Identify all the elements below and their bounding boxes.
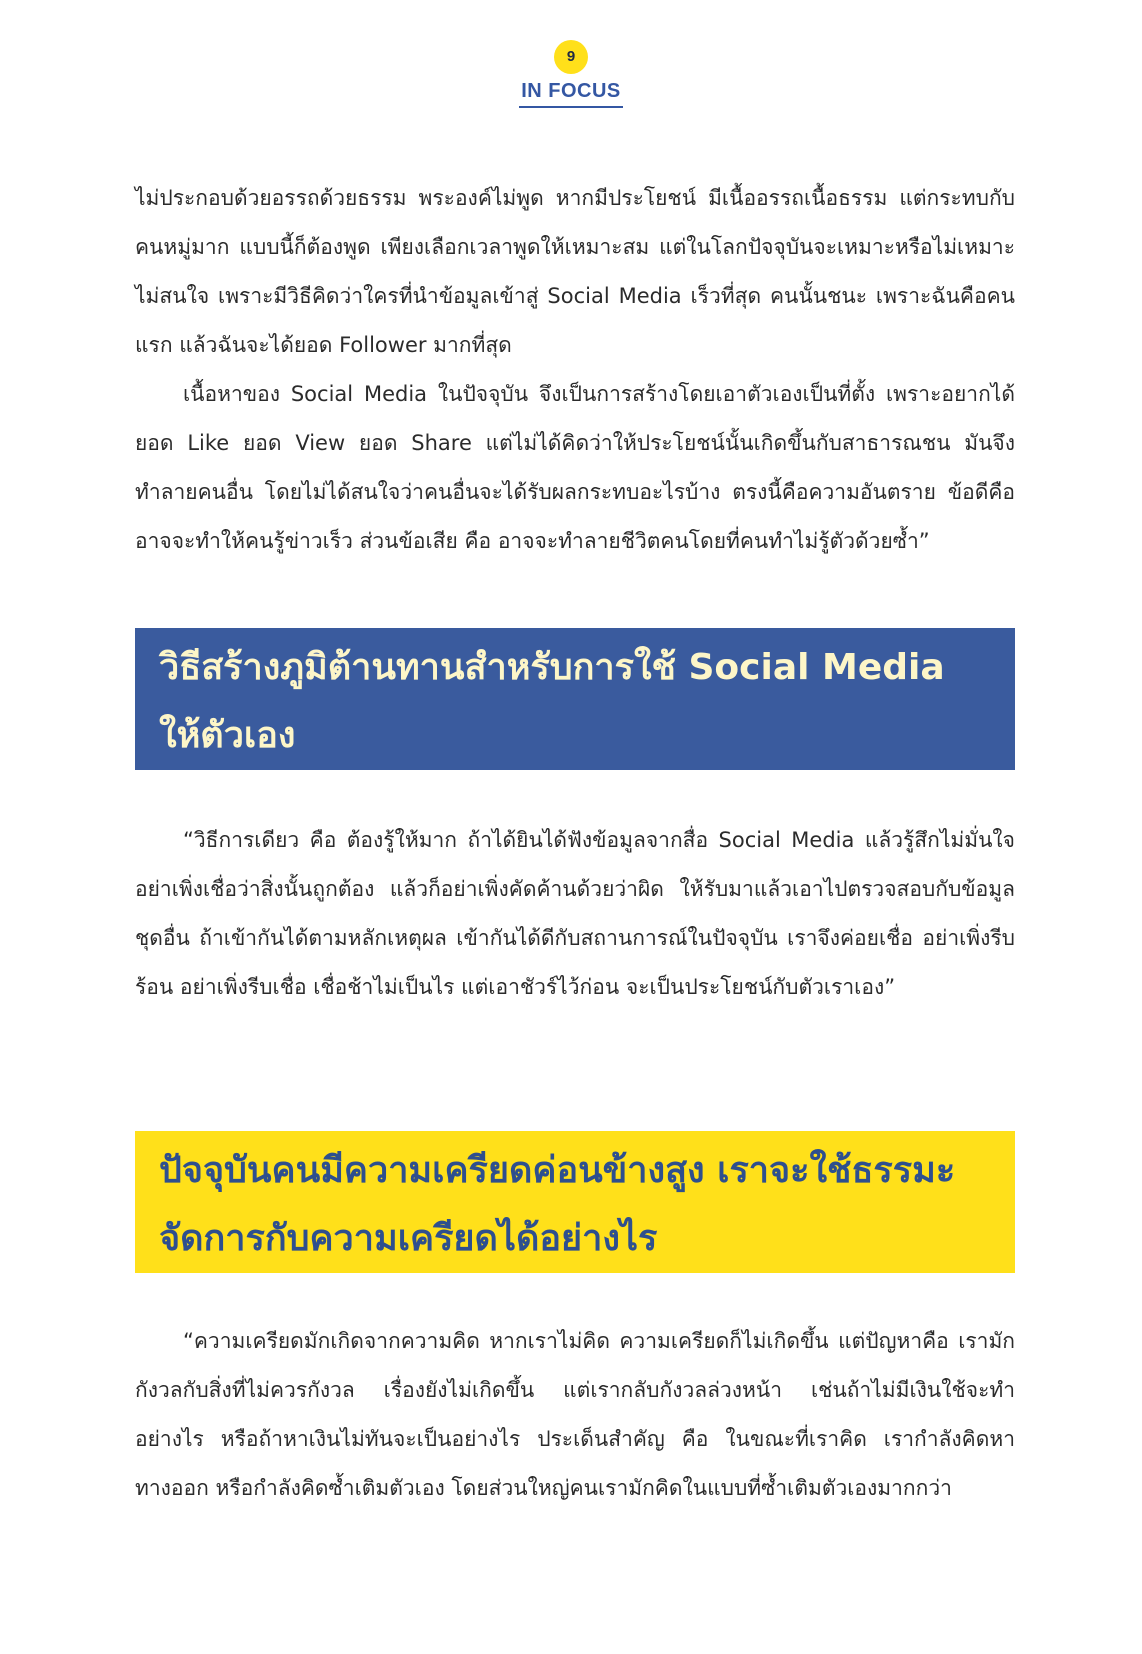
section-heading-social-media-immunity: วิธีสร้างภูมิต้านทานสำหรับการใช้ Social Media ให้ตัวเอง: [135, 628, 1015, 770]
section-social-media-text: [135, 816, 1015, 1012]
body-paragraph: “วิธีการเดียว คือ ต้องรู้ให้มาก ถ้าได้ยินได้ฟังข้อมูลจากสื่อ Social Media แล้วรู้สึกไม่มั่นใจ อย่าเพิ่งเชื่อว่าสิ่งนั้นถูกต้อง แล้วก็อย่าเพิ่งคัดค้านด้วยว่าผิด ให้รับมาแล้วเอาไปตรวจสอบกับข้อมูลชุดอื่น ถ้าเข้ากันได้ตามหลักเหตุผล เข้ากันได้ดีกับสถานการณ์ในปัจจุบัน เราจึงค่อยเชื่อ อย่าเพิ่งรีบร้อน อย่าเพิ่งรีบเชื่อ เชื่อช้าไม่เป็นไร แต่เอาชัวร์ไว้ก่อน จะเป็นประโยชน์กับตัวเราเอง”: [135, 828, 1015, 999]
body-paragraph: ไม่ประกอบด้วยอรรถด้วยธรรม พระองค์ไม่พูด หากมีประโยชน์ มีเนื้ออรรถเนื้อธรรม แต่กระทบกับคนหมู่มาก แบบนี้ก็ต้องพูด เพียงเลือกเวลาพูดให้เหมาะสม แต่ในโลกปัจจุบันจะเหมาะหรือไม่เหมาะ ไม่สนใจ เพราะมีวิธีคิดว่าใครที่นำข้อมูลเข้าสู่ Social Media เร็วที่สุด คนนั้นชนะ เพราะฉันคือคนแรก แล้วฉันจะได้ยอด Follower มากที่สุด: [135, 186, 1015, 357]
intro-text-block: [135, 174, 1015, 566]
body-paragraph: เนื้อหาของ Social Media ในปัจจุบัน จึงเป็นการสร้างโดยเอาตัวเองเป็นที่ตั้ง เพราะอยากได้ยอด Like ยอด View ยอด Share แต่ไม่ได้คิดว่าให้ประโยชน์นั้นเกิดขึ้นกับสาธารณชน มันจึงทำลายคนอื่น โดยไม่ได้สนใจว่าคนอื่นจะได้รับผลกระทบอะไรบ้าง ตรงนี้คือความอันตราย ข้อดีคือ อาจจะทำให้คนรู้ข่าวเร็ว ส่วนข้อเสีย คือ อาจจะทำลายชีวิตคนโดยที่คนทำไม่รู้ตัวด้วยซ้ำ”: [135, 382, 1015, 553]
page-number-badge: 9: [554, 40, 588, 74]
section-label: IN FOCUS: [519, 80, 623, 108]
section-heading-stress-dhamma: ปัจจุบันคนมีความเครียดค่อนข้างสูง เราจะใช้ธรรมะจัดการกับความเครียดได้อย่างไร: [135, 1131, 1015, 1273]
section-stress-text: [135, 1317, 1015, 1513]
page-header: [0, 40, 1142, 108]
body-paragraph: “ความเครียดมักเกิดจากความคิด หากเราไม่คิด ความเครียดก็ไม่เกิดขึ้น แต่ปัญหาคือ เรามักกังวลกับสิ่งที่ไม่ควรกังวล เรื่องยังไม่เกิดขึ้น แต่เรากลับกังวลล่วงหน้า เช่นถ้าไม่มีเงินใช้จะทำอย่างไร หรือถ้าหาเงินไม่ทันจะเป็นอย่างไร ประเด็นสำคัญ คือ ในขณะที่เราคิด เรากำลังคิดหาทางออก หรือกำลังคิดซ้ำเติมตัวเอง โดยส่วนใหญ่คนเรามักคิดในแบบที่ซ้ำเติมตัวเองมากกว่า: [135, 1329, 1015, 1500]
